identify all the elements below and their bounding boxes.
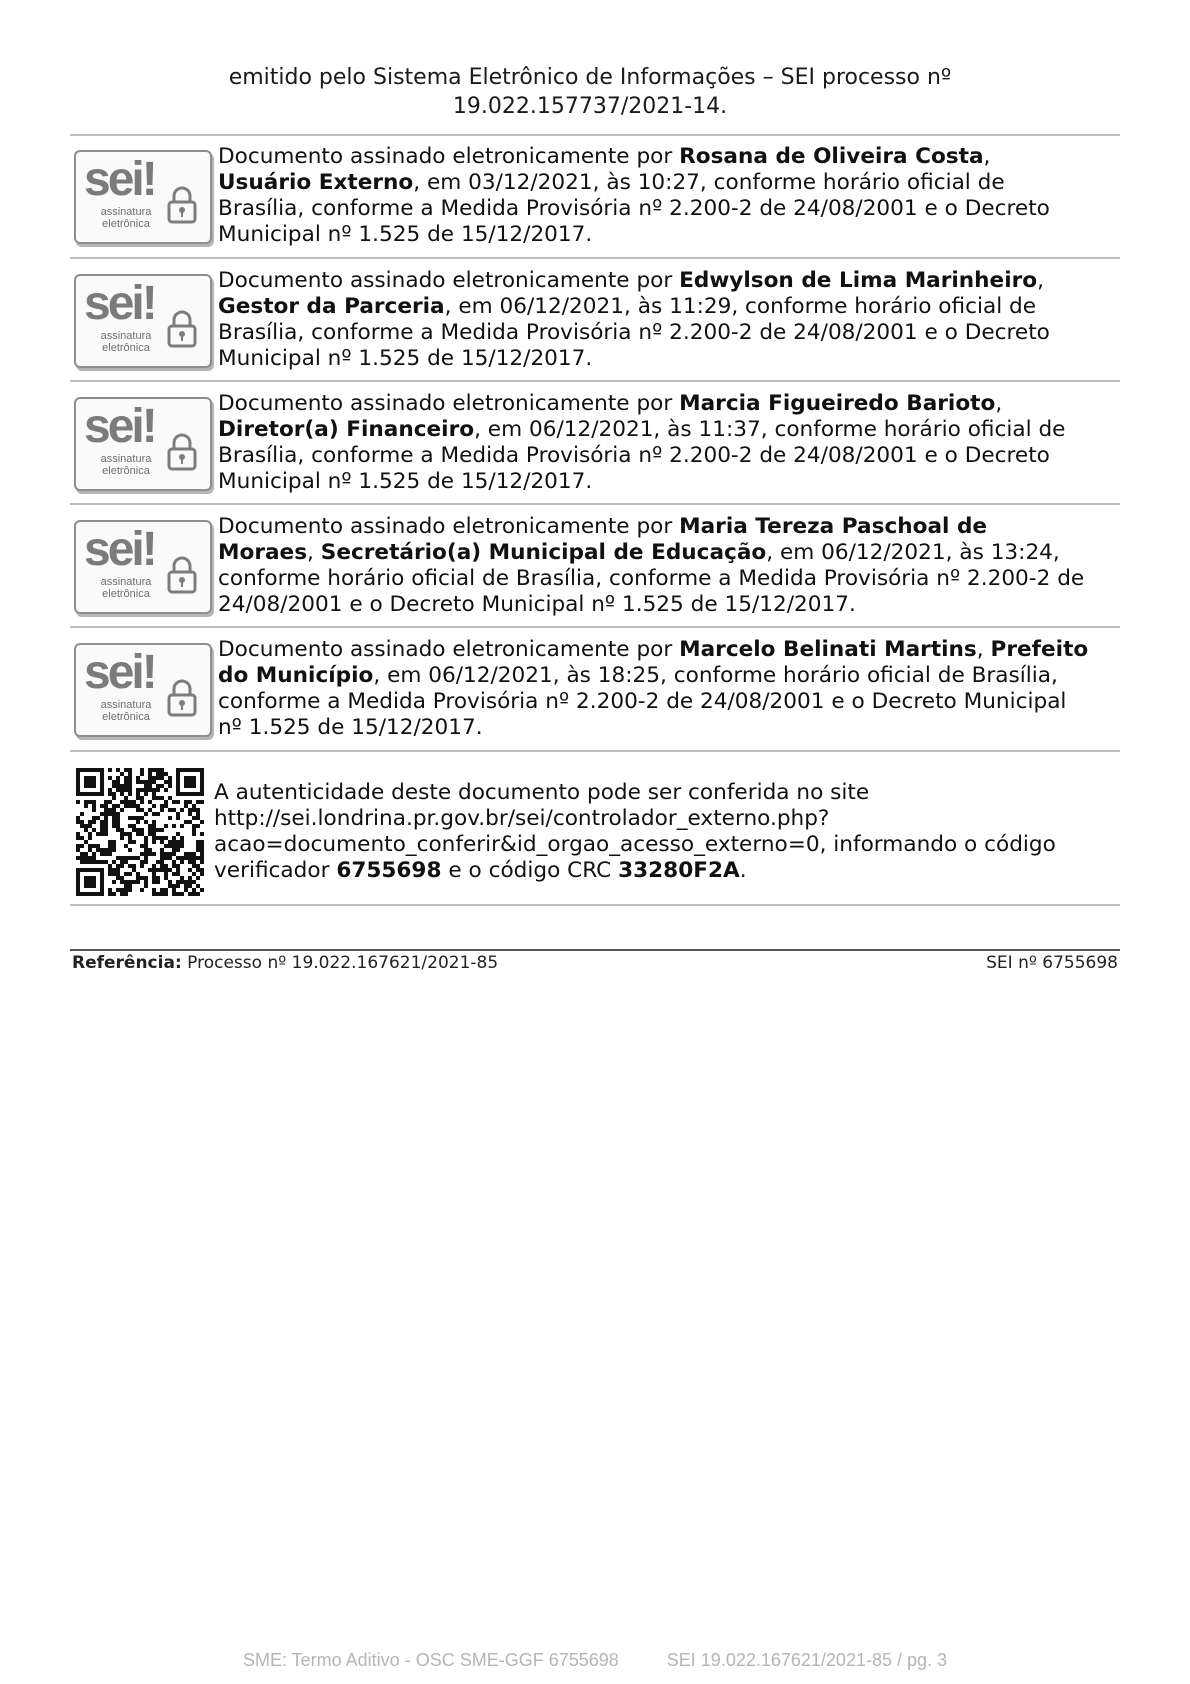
footer-left: SME: Termo Aditivo - OSC SME-GGF 6755698 [242,1650,619,1670]
signature-line: Documento assinado eletronicamente por Marcelo Belinati Martins, Prefeito [218,637,1089,662]
signature-line: Moraes, Secretário(a) Municipal de Educação, em 06/12/2021, às 13:24, [218,540,1060,565]
padlock-icon [166,677,198,717]
signature-block [70,264,1120,384]
signature-line: nº 1.525 de 15/12/2017. [218,715,483,740]
signature-line: Documento assinado eletronicamente por Rosana de Oliveira Costa, [218,144,991,169]
authenticity-line: verificador 6755698 e o código CRC 33280F2A. [214,858,747,883]
signature-line: Documento assinado eletronicamente por Maria Tereza Paschoal de [218,514,988,539]
reference-process: Processo nº 19.022.167621/2021-85 [181,953,499,973]
signature-line: do Município, em 06/12/2021, às 18:25, conforme horário oficial de Brasília, [218,663,1058,688]
divider [70,750,1120,752]
reference-label: Referência: [72,953,182,973]
padlock-icon [166,431,198,471]
top-divider [70,134,1120,136]
page-footer [0,1650,1190,1671]
signature-line: Usuário Externo, em 03/12/2021, às 10:27, conforme horário oficial de [218,170,1005,195]
signature-text [218,637,1118,741]
sei-seal-icon: sei! assinatura eletrônica [74,643,212,737]
sei-seal-icon: sei! assinatura eletrônica [74,397,212,491]
signature-line: Documento assinado eletronicamente por Marcia Figueiredo Barioto, [218,391,1003,416]
padlock-icon [166,184,198,224]
header-line-2: 19.022.157737/2021-14. [452,94,728,119]
divider [70,904,1120,906]
signature-line: 24/08/2001 e o Decreto Municipal nº 1.525 de 15/12/2017. [218,592,856,617]
signature-text [218,268,1118,372]
signature-block [70,387,1120,507]
divider [70,380,1120,382]
signature-line: Brasília, conforme a Medida Provisória nº 2.200-2 de 24/08/2001 e o Decreto [218,320,1050,345]
header-line-1: emitido pelo Sistema Eletrônico de Informações – SEI processo nº [228,65,952,90]
reference-rule [70,949,1120,951]
signature-line: Diretor(a) Financeiro, em 06/12/2021, às 11:37, conforme horário oficial de [218,417,1066,442]
sei-seal-icon: sei! assinatura eletrônica [74,274,212,368]
signature-line: Brasília, conforme a Medida Provisória nº 2.200-2 de 24/08/2001 e o Decreto [218,196,1050,221]
qr-code-icon [76,768,204,896]
authenticity-line: http://sei.londrina.pr.gov.br/sei/controlador_externo.php? [214,806,830,831]
sei-number: SEI nº 6755698 [986,953,1118,973]
signature-block [70,140,1120,260]
reference-line [72,952,498,974]
footer-right: SEI 19.022.167621/2021-85 / pg. 3 [666,1650,948,1670]
signature-line: Municipal nº 1.525 de 15/12/2017. [218,222,593,247]
signature-line: Documento assinado eletronicamente por Edwylson de Lima Marinheiro, [218,268,1044,293]
authenticity-line: acao=documento_conferir&id_orgao_acesso_externo=0, informando o código [214,832,1056,857]
authenticity-line: A autenticidade deste documento pode ser conferida no site [214,780,870,805]
signature-block [70,633,1120,753]
signature-text [218,514,1118,618]
signature-text [218,391,1118,495]
seal-subtitle: assinatura eletrônica [100,206,152,230]
document-header [170,63,1010,121]
signature-line: Gestor da Parceria, em 06/12/2021, às 11:29, conforme horário oficial de [218,294,1037,319]
sei-seal-icon: sei! assinatura eletrônica [74,520,212,614]
signature-line: Municipal nº 1.525 de 15/12/2017. [218,346,593,371]
padlock-icon [166,308,198,348]
authenticity-text [214,780,1114,884]
signature-text [218,144,1118,248]
signature-line: conforme horário oficial de Brasília, conforme a Medida Provisória nº 2.200-2 de [218,566,1085,591]
divider [70,257,1120,259]
padlock-icon [166,554,198,594]
sei-seal-icon [74,150,212,244]
signature-line: Municipal nº 1.525 de 15/12/2017. [218,469,593,494]
signature-line: Brasília, conforme a Medida Provisória nº 2.200-2 de 24/08/2001 e o Decreto [218,443,1050,468]
divider [70,626,1120,628]
divider [70,503,1120,505]
signature-line: conforme a Medida Provisória nº 2.200-2 de 24/08/2001 e o Decreto Municipal [218,689,1067,714]
seal-word: sei! [84,153,155,206]
signature-block [70,510,1120,630]
